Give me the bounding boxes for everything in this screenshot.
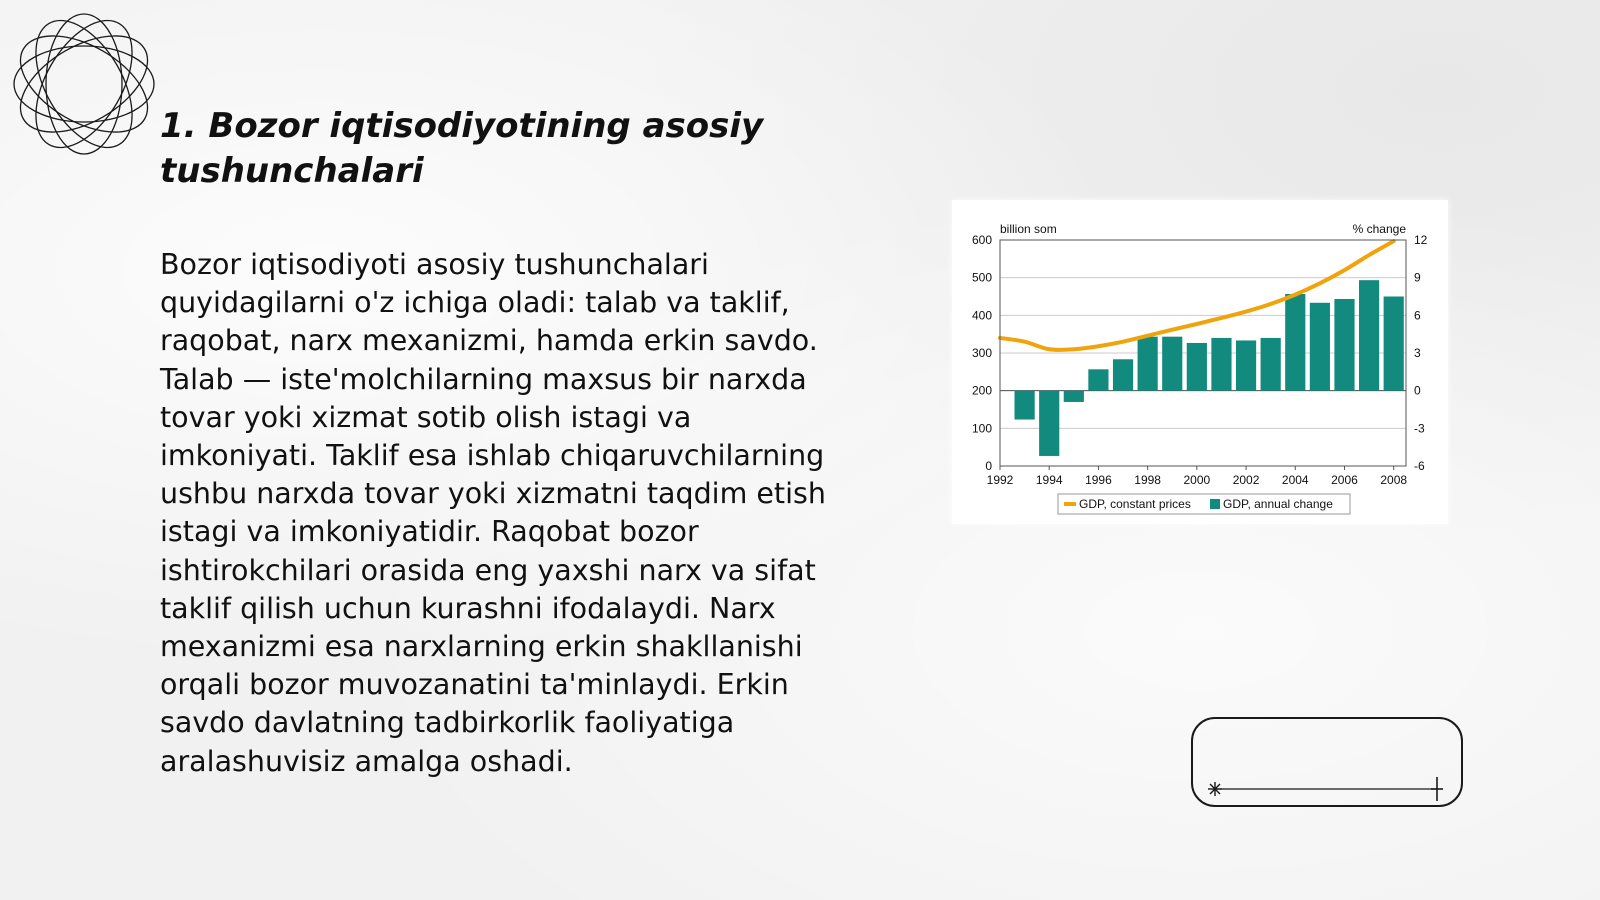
gdp-annual-change-bar — [1187, 343, 1207, 391]
right-axis-label: % change — [1352, 222, 1406, 236]
legend-label-bar: GDP, annual change — [1223, 497, 1333, 511]
gdp-annual-change-bar — [1359, 280, 1379, 390]
gdp-annual-change-bar — [1384, 297, 1404, 391]
x-tick-label: 1994 — [1035, 473, 1063, 487]
left-tick-label: 100 — [971, 421, 992, 436]
left-tick-label: 200 — [971, 383, 992, 398]
gdp-annual-change-bar — [1088, 369, 1108, 390]
x-tick-label: 2006 — [1331, 473, 1358, 487]
legend-swatch-line — [1064, 502, 1076, 506]
star-cross-icon — [1431, 777, 1443, 801]
right-tick-label: -6 — [1414, 459, 1425, 473]
gdp-annual-change-bar — [1015, 391, 1035, 420]
right-tick-label: 12 — [1414, 233, 1428, 247]
x-tick-label: 2008 — [1380, 473, 1408, 487]
left-tick-label: 300 — [971, 346, 992, 360]
gdp-annual-change-bar — [1261, 338, 1281, 391]
legend-swatch-bar — [1210, 499, 1220, 509]
slide-title: 1. Bozor iqtisodiyotining asosiy tushunchalari — [160, 106, 764, 191]
left-tick-label: 400 — [971, 308, 992, 323]
legend-label-line: GDP, constant prices — [1079, 497, 1191, 511]
gdp-annual-change-bar — [1236, 340, 1256, 390]
gdp-annual-change-bar — [1310, 303, 1330, 391]
gdp-annual-change-bar — [1113, 359, 1133, 390]
left-axis-label: billion som — [1000, 222, 1057, 236]
right-tick-label: 9 — [1414, 270, 1421, 285]
x-tick-label: 1998 — [1134, 473, 1161, 487]
chart-bars — [1015, 280, 1404, 456]
x-tick-label: 1996 — [1085, 473, 1112, 487]
sparkle-icon — [1208, 782, 1222, 796]
chart-legend — [1058, 494, 1350, 514]
gdp-annual-change-bar — [1285, 294, 1305, 391]
gdp-chart-svg — [952, 200, 1448, 524]
left-tick-label: 600 — [971, 233, 992, 247]
gdp-annual-change-bar — [1211, 338, 1231, 391]
left-tick-label: 500 — [971, 270, 992, 285]
gdp-annual-change-bar — [1039, 391, 1059, 456]
gdp-annual-change-bar — [1334, 299, 1354, 391]
x-tick-label: 1992 — [986, 473, 1014, 487]
gdp-chart — [952, 200, 1448, 524]
slide-body-text: Bozor iqtisodiyoti asosiy tushunchalari quyidagilarni o'z ichiga oladi: talab va taklif, raqobat, narx mexanizmi, hamda erkin savdo. Talab — iste'molchilarning maxsus bir narxda tovar yoki xizmat sotib olish istagi va imkoniyati. Taklif esa ishlab chiqaruvchilarning ushbu narxda tovar yoki xizmatni taqdim etish istagi va imkoniyatidir. Raqobat bozor ishtirokchilari orasida eng yaxshi narx va sifat taklif qilish uchun kurashni ifodalaydi. Narx mexanizmi esa narxlarning erkin shakllanishi orqali bozor muvozanatini ta'minlaydi. Erkin savdo davlatning tadbirkorlik faoliyatiga aralashuvisiz amalga oshadi. — [160, 248, 826, 778]
right-tick-label: 0 — [1414, 383, 1421, 398]
left-tick-label: 0 — [985, 459, 992, 473]
right-tick-label: 3 — [1414, 346, 1421, 360]
gdp-annual-change-bar — [1064, 391, 1084, 402]
decorative-line-graphic — [1193, 719, 1465, 809]
x-tick-label: 2000 — [1183, 473, 1211, 487]
decorative-frame — [1191, 717, 1463, 807]
x-tick-label: 2004 — [1281, 473, 1309, 487]
gdp-annual-change-bar — [1162, 337, 1182, 391]
gdp-annual-change-bar — [1138, 337, 1158, 391]
decorative-orbit-logo-icon — [10, 10, 158, 158]
right-tick-label: 6 — [1414, 308, 1421, 323]
x-tick-label: 2002 — [1232, 473, 1260, 487]
right-tick-label: -3 — [1414, 421, 1425, 436]
